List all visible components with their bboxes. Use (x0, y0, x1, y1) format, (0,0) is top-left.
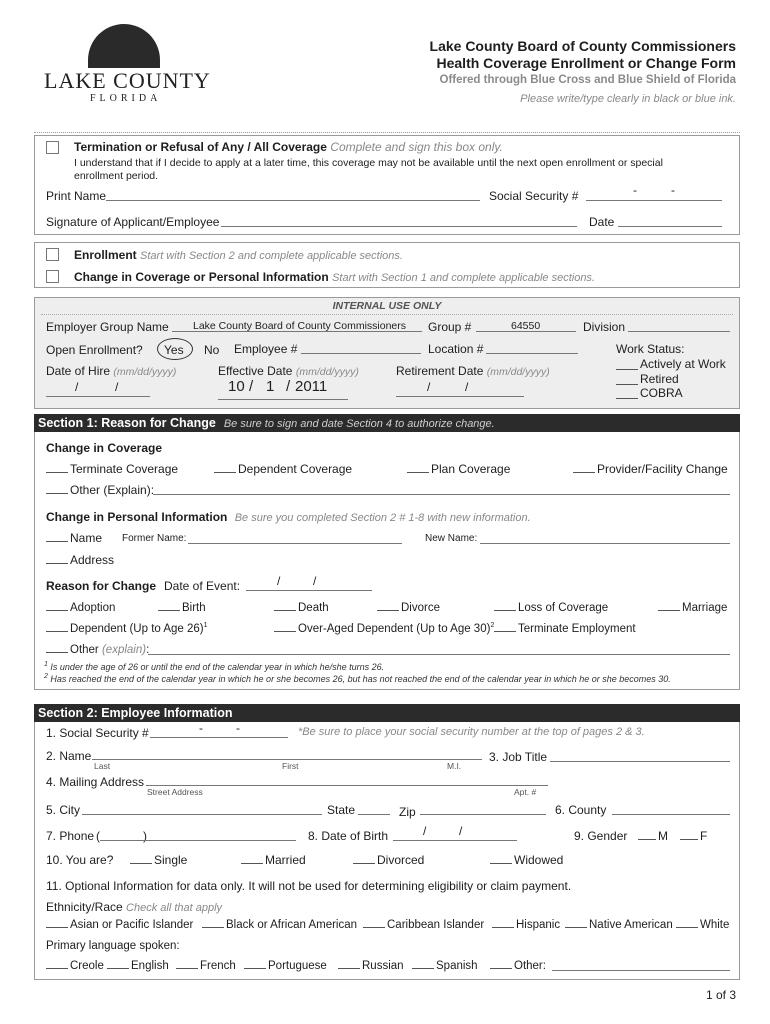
employee-number-label: Employee # (234, 342, 298, 356)
ssn2-label: 1. Social Security # (46, 726, 149, 740)
death-option[interactable] (274, 601, 329, 614)
asian-label: Asian or Pacific Islander (70, 919, 194, 931)
employee-number-field[interactable] (301, 342, 421, 354)
termination-title: Termination or Refusal of Any / All Coverage (74, 140, 327, 154)
termination-text-2: enrollment period. (74, 170, 159, 182)
plan-coverage-label: Plan Coverage (431, 462, 511, 476)
divorce-label: Divorce (401, 602, 440, 614)
hispanic-label: Hispanic (516, 919, 561, 931)
spanish-option[interactable] (412, 959, 478, 972)
footnote-marker: 1 (44, 661, 48, 668)
ssn-hint: *Be sure to place your social security number at the top of pages 2 & 3. (298, 726, 645, 738)
ink-instruction: Please write/type clearly in black or blue ink. (520, 93, 736, 105)
caribbean-option[interactable] (363, 918, 484, 931)
widowed-option[interactable] (490, 853, 563, 867)
group-number-label: Group # (428, 320, 472, 334)
retirement-date-format: (mm/dd/yyyy) (486, 366, 550, 378)
divorced-option[interactable] (353, 853, 424, 867)
terminate-employment-label: Terminate Employment (518, 623, 636, 635)
date-of-hire-field[interactable] (46, 385, 150, 397)
mailing-address-label: 4. Mailing Address (46, 775, 145, 789)
section2-title: Section 2: Employee Information (38, 706, 233, 720)
other-explain-label: Other (Explain): (70, 483, 155, 497)
date-slash: / (423, 824, 427, 838)
marriage-option[interactable] (658, 601, 727, 614)
enrollment-checkbox[interactable] (46, 248, 59, 261)
city-field[interactable] (82, 803, 322, 815)
hispanic-option[interactable] (492, 918, 560, 931)
terminate-employment-option[interactable] (494, 622, 636, 635)
job-title-label: 3. Job Title (489, 750, 548, 764)
male-label: M (658, 829, 668, 843)
native-american-option[interactable] (565, 918, 673, 931)
ethnicity-label: Ethnicity/Race (46, 900, 123, 914)
spanish-label: Spanish (436, 960, 478, 972)
gender-male-option[interactable] (638, 829, 668, 843)
black-option[interactable] (202, 918, 357, 931)
enrollment-hint: Start with Section 2 and complete applicable sections. (140, 250, 403, 262)
ssn2-field[interactable] (150, 726, 288, 738)
date-of-hire-label: Date of Hire (46, 364, 111, 378)
county-field[interactable] (612, 803, 730, 815)
creole-option[interactable] (46, 959, 104, 972)
footnote-1 (44, 661, 384, 672)
effective-month: 10 (228, 378, 245, 395)
date-of-hire-heading (46, 364, 176, 378)
zip-field[interactable] (420, 803, 546, 815)
language-label: Primary language spoken: (46, 940, 180, 952)
terminate-coverage-label: Terminate Coverage (70, 462, 179, 476)
over-aged-label: Over-Aged Dependent (Up to Age 30) (298, 623, 491, 635)
divorce-option[interactable] (377, 601, 440, 614)
signature-field[interactable] (221, 215, 577, 227)
other-coverage-option[interactable] (46, 483, 154, 497)
adoption-option[interactable] (46, 601, 115, 614)
ssn-label: Social Security # (489, 189, 579, 203)
retired-label: Retired (640, 372, 679, 386)
date-slash: / (459, 824, 463, 838)
internal-title: INTERNAL USE ONLY (332, 300, 442, 312)
change-heading (74, 270, 595, 284)
phone-field[interactable] (100, 829, 296, 841)
married-option[interactable] (241, 853, 306, 867)
other-language-label: Other: (514, 960, 546, 972)
dob-field[interactable] (393, 829, 517, 841)
form-title-1: Lake County Board of County Commissioners (429, 38, 736, 54)
former-name-field[interactable] (188, 532, 402, 544)
division-label: Division (583, 320, 626, 334)
section1-title: Section 1: Reason for Change (38, 416, 216, 430)
no-option[interactable]: No (204, 343, 220, 357)
middle-initial-caption: M.I. (447, 761, 462, 771)
name-label: 2. Name (46, 749, 92, 763)
retired-checkbox[interactable] (616, 375, 638, 385)
widowed-label: Widowed (514, 853, 564, 867)
date-slash: / (249, 378, 254, 395)
english-label: English (131, 960, 169, 972)
date-field[interactable] (618, 215, 722, 227)
group-number-value: 64550 (511, 320, 541, 332)
ssn-dash: - (236, 721, 240, 735)
russian-label: Russian (362, 960, 404, 972)
employer-group-value: Lake County Board of County Commissioners (193, 320, 407, 332)
enrollment-heading (74, 248, 403, 262)
footnote-marker: 1 (203, 622, 208, 630)
city-label: 5. City (46, 803, 81, 817)
first-name-caption: First (282, 761, 299, 771)
date-slash: / (313, 574, 317, 588)
section2-header (34, 704, 740, 722)
terminate-coverage-option[interactable] (46, 462, 178, 476)
name-change-option[interactable] (46, 531, 102, 545)
over-aged-option[interactable] (274, 622, 494, 635)
provider-change-label: Provider/Facility Change (597, 462, 728, 476)
plan-coverage-option[interactable] (407, 462, 510, 476)
dependent-coverage-label: Dependent Coverage (238, 462, 353, 476)
white-label: White (700, 919, 730, 931)
footnote-2-text: Has reached the end of the calendar year in which he or she becomes 26, but has not reached the end of the calendar year in which he or she becomes 30. (50, 674, 671, 684)
signature-label: Signature of Applicant/Employee (46, 215, 220, 229)
birth-option[interactable] (158, 601, 206, 614)
job-title-field[interactable] (550, 750, 730, 762)
explain-hint: (explain) (101, 644, 147, 656)
gender-female-option[interactable] (680, 829, 707, 843)
page-number: 1 of 3 (705, 988, 736, 1002)
phone-open-paren: ( (96, 829, 100, 843)
single-option[interactable] (130, 853, 187, 867)
form-title-2: Health Coverage Enrollment or Change Form (436, 55, 736, 71)
personal-info-hint: Be sure you completed Section 2 # 1-8 with new information. (234, 512, 531, 524)
birth-label: Birth (182, 602, 206, 614)
date-slash: / (286, 378, 291, 395)
footnote-marker: 2 (490, 622, 495, 630)
phone-label: 7. Phone (46, 829, 95, 843)
date-of-event-label: Date of Event: (164, 579, 241, 593)
apt-caption: Apt. # (514, 787, 537, 797)
loss-of-coverage-option[interactable] (494, 601, 608, 614)
optional-info-label: 11. Optional Information for data only. It will not be used for determining eligibility or claim payment. (46, 879, 572, 893)
date-of-hire-format: (mm/dd/yyyy) (113, 366, 177, 378)
ssn-field[interactable] (586, 189, 722, 201)
death-label: Death (298, 602, 329, 614)
enrollment-title: Enrollment (74, 248, 137, 262)
french-option[interactable] (176, 959, 236, 972)
date-label: Date (589, 215, 615, 229)
divider (41, 314, 733, 315)
black-label: Black or African American (226, 919, 358, 931)
county-label: 6. County (555, 803, 607, 817)
termination-checkbox[interactable] (46, 141, 59, 154)
effective-date-label: Effective Date (218, 364, 293, 378)
work-status-label: Work Status: (616, 342, 685, 356)
termination-hint: Complete and sign this box only. (330, 140, 503, 154)
logo-subtitle: FLORIDA (90, 93, 162, 104)
footnote-1-text: Is under the age of 26 or until the end of the calendar year in which he/she turns 26. (50, 662, 385, 672)
dependent-coverage-option[interactable] (214, 462, 352, 476)
effective-date-heading (218, 364, 359, 378)
dependent-age-label: Dependent (Up to Age 26) (70, 623, 204, 635)
russian-option[interactable] (338, 959, 404, 972)
marriage-label: Marriage (682, 602, 728, 614)
location-number-field[interactable] (486, 342, 578, 354)
footnote-2 (44, 673, 671, 684)
english-option[interactable] (107, 959, 169, 972)
marital-status-label: 10. You are? (46, 853, 114, 867)
active-label: Actively at Work (640, 357, 726, 371)
retirement-date-heading (396, 364, 550, 378)
county-seal-logo (88, 24, 160, 68)
married-label: Married (265, 853, 306, 867)
address-change-option[interactable] (46, 553, 114, 567)
date-slash: / (115, 380, 119, 394)
other-explain-field[interactable] (153, 483, 730, 495)
date-slash: / (427, 380, 431, 394)
state-field[interactable] (358, 803, 390, 815)
print-name-label: Print Name (46, 189, 107, 203)
change-coverage-heading: Change in Coverage (46, 441, 163, 455)
female-label: F (700, 829, 708, 843)
mailing-address-field[interactable] (146, 774, 548, 786)
yes-option[interactable]: Yes (164, 343, 184, 357)
date-slash: / (277, 574, 281, 588)
change-hint: Start with Section 1 and complete applicable sections. (332, 272, 595, 284)
personal-info-heading (46, 510, 531, 524)
change-checkbox[interactable] (46, 270, 59, 283)
division-field[interactable] (628, 320, 730, 332)
personal-info-title: Change in Personal Information (46, 510, 228, 524)
other-reason-label: Other (70, 644, 99, 656)
loss-of-coverage-label: Loss of Coverage (518, 602, 609, 614)
date-of-event-field[interactable] (246, 579, 372, 591)
date-slash: / (465, 380, 469, 394)
former-name-label: Former Name: (122, 533, 187, 544)
print-name-field[interactable] (106, 189, 480, 201)
portuguese-label: Portuguese (268, 960, 327, 972)
location-number-label: Location # (428, 342, 484, 356)
termination-text-1: I understand that if I decide to apply at a later time, this coverage may not be available until the next open enrollment or special (74, 157, 663, 169)
creole-label: Creole (70, 960, 104, 972)
divider (34, 132, 740, 133)
ethnicity-hint: Check all that apply (126, 902, 223, 914)
new-name-field[interactable] (480, 532, 730, 544)
active-checkbox[interactable] (616, 360, 638, 370)
effective-date-format: (mm/dd/yyyy) (295, 366, 359, 378)
name-change-label: Name (70, 531, 103, 545)
cobra-label: COBRA (640, 386, 683, 400)
caribbean-label: Caribbean Islander (387, 919, 485, 931)
name-field[interactable] (92, 748, 482, 760)
reason-heading: Reason for Change (46, 579, 157, 593)
white-option[interactable] (676, 918, 729, 931)
cobra-checkbox[interactable] (616, 389, 638, 399)
french-label: French (200, 960, 236, 972)
asian-option[interactable] (46, 918, 193, 931)
section1-header (34, 414, 740, 432)
logo-name: LAKE COUNTY (44, 68, 211, 93)
zip-label: Zip (399, 805, 416, 819)
effective-year: 2011 (295, 378, 328, 395)
portuguese-option[interactable] (244, 959, 327, 972)
state-label: State (327, 803, 356, 817)
ssn-dash: - (199, 721, 203, 735)
divorced-label: Divorced (377, 853, 425, 867)
ssn-dash: - (633, 183, 637, 197)
form-subtitle: Offered through Blue Cross and Blue Shield of Florida (439, 74, 736, 86)
change-title: Change in Coverage or Personal Information (74, 270, 329, 284)
retirement-date-label: Retirement Date (396, 364, 484, 378)
ethnicity-heading (46, 900, 222, 914)
address-change-label: Address (70, 553, 115, 567)
footnote-marker: 2 (44, 673, 48, 680)
adoption-label: Adoption (70, 602, 116, 614)
date-slash: / (75, 380, 79, 394)
street-caption: Street Address (147, 787, 203, 797)
retirement-date-field[interactable] (396, 385, 524, 397)
provider-change-option[interactable] (573, 462, 728, 476)
gender-label: 9. Gender (574, 829, 628, 843)
single-label: Single (154, 853, 188, 867)
other-reason-option[interactable]: Other (explain): (46, 643, 149, 656)
employer-group-label: Employer Group Name (46, 320, 169, 334)
dob-label: 8. Date of Birth (308, 829, 389, 843)
effective-day: 1 (266, 378, 275, 395)
new-name-label: New Name: (425, 533, 478, 544)
native-american-label: Native American (589, 919, 673, 931)
section1-hint: Be sure to sign and date Section 4 to authorize change. (223, 418, 495, 430)
ssn-dash: - (671, 183, 675, 197)
other-language-field[interactable] (552, 959, 730, 971)
phone-close-paren: ) (143, 829, 147, 843)
other-reason-field[interactable] (148, 643, 730, 655)
last-name-caption: Last (94, 761, 111, 771)
other-language-option[interactable] (490, 959, 546, 972)
open-enrollment-label: Open Enrollment? (46, 343, 143, 357)
dependent-age-option[interactable] (46, 622, 208, 635)
termination-heading (74, 140, 503, 154)
